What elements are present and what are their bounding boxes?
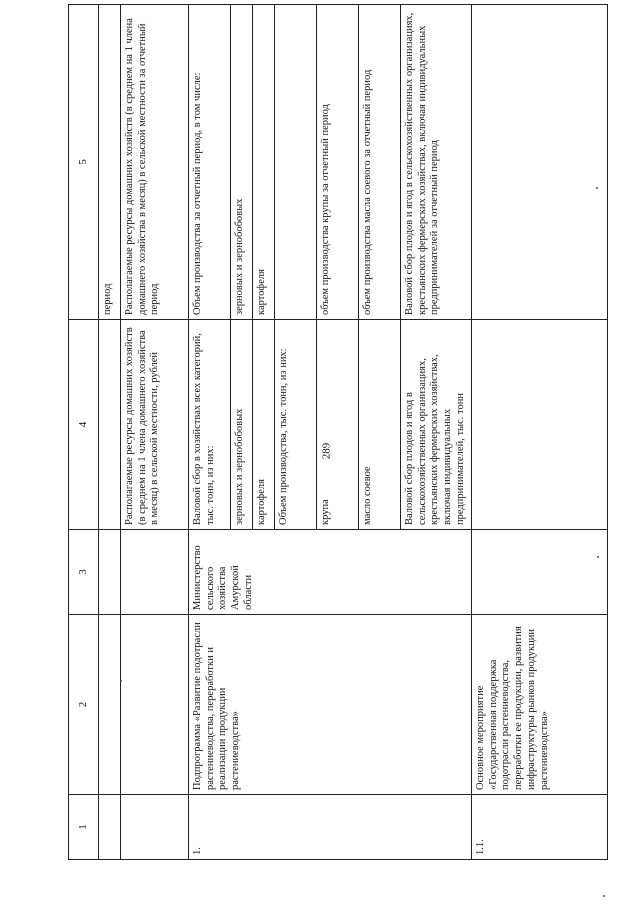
- header-col-5: 5: [69, 5, 99, 320]
- indicator-cell: картофеля: [252, 320, 274, 530]
- cell: Располагаемые ресурсы домашних хозяйств (в среднем на 1 члена домашнего хозяйства в месяц) в сельской местности, рублей: [120, 320, 188, 530]
- method-cell: [274, 5, 316, 320]
- indicator-cell: Объем производства, тыс. тонн, из них:: [274, 320, 316, 530]
- header-col-3: 3: [69, 530, 99, 615]
- cell: [471, 5, 607, 320]
- table-row: [471, 5, 607, 860]
- row-number-cell: 1.1.: [471, 795, 607, 860]
- rotated-table-page: [68, 12, 608, 860]
- method-cell: зерновых и зернобобовых: [230, 5, 252, 320]
- responsible-executor-cell: Министерство сельского хозяйства Амурской области: [188, 530, 471, 615]
- cell: [98, 530, 120, 615]
- cell: [120, 615, 188, 795]
- cell: [120, 530, 188, 615]
- indicator-table: [68, 4, 608, 860]
- indicator-cell: Валовой сбор в хозяйствах всех категорий, тыс. тонн, из них:: [188, 320, 230, 530]
- method-cell: Объем производства за отчетный период, в том числе:: [188, 5, 230, 320]
- cell: [471, 320, 607, 530]
- table-row: [188, 5, 230, 860]
- subprogram-name-cell: Подпрограмма «Развитие подотрасли растениеводства, переработки и реализации продукции растениеводства»: [188, 615, 471, 795]
- cell: [471, 530, 607, 615]
- cell: [98, 320, 120, 530]
- indicator-cell: масло соевое: [358, 320, 400, 530]
- measure-name-cell: Основное мероприятие «Государственная поддержка подотрасли растениеводства, переработки ее продукции, развития инфраструктуры рынков продукции растениеводства»: [471, 615, 607, 795]
- table-row: [98, 5, 120, 860]
- header-row: [69, 5, 99, 860]
- cell: [120, 795, 188, 860]
- header-col-1: 1: [69, 795, 99, 860]
- row-number-cell: 1.: [188, 795, 471, 860]
- scan-speck: [603, 895, 605, 897]
- scan-speck: [597, 556, 599, 558]
- header-col-4: 4: [69, 320, 99, 530]
- cell: [98, 795, 120, 860]
- indicator-cell: зерновых и зернобобовых: [230, 320, 252, 530]
- method-cell: Валовой сбор плодов и ягод в сельскохозяйственных организациях, крестьянских фермерских хозяйствах, включая индивидуальных предпринимателей за отчетный период: [400, 5, 471, 320]
- method-cell: объем производства крупы за отчетный период: [316, 5, 358, 320]
- method-cell: объем производства масла соевого за отчетный период: [358, 5, 400, 320]
- cell: Располагаемые ресурсы домашних хозяйств (в среднем на 1 члена домашнего хозяйства в месяц) в сельской местности за отчетный период: [120, 5, 188, 320]
- table-row: [120, 5, 188, 860]
- method-cell: картофеля: [252, 5, 274, 320]
- cell: [98, 615, 120, 795]
- page-number: 289: [320, 442, 333, 460]
- scan-speck: [596, 187, 598, 189]
- indicator-cell: Валовой сбор плодов и ягод в сельскохозяйственных организациях, крестьянских фермерских хозяйствах, включая индивидуальных предпринимателей, тыс. тонн: [400, 320, 471, 530]
- cell: период: [98, 5, 120, 320]
- header-col-2: 2: [69, 615, 99, 795]
- indicator-cell: крупа: [316, 320, 358, 530]
- scan-speck: [120, 680, 122, 682]
